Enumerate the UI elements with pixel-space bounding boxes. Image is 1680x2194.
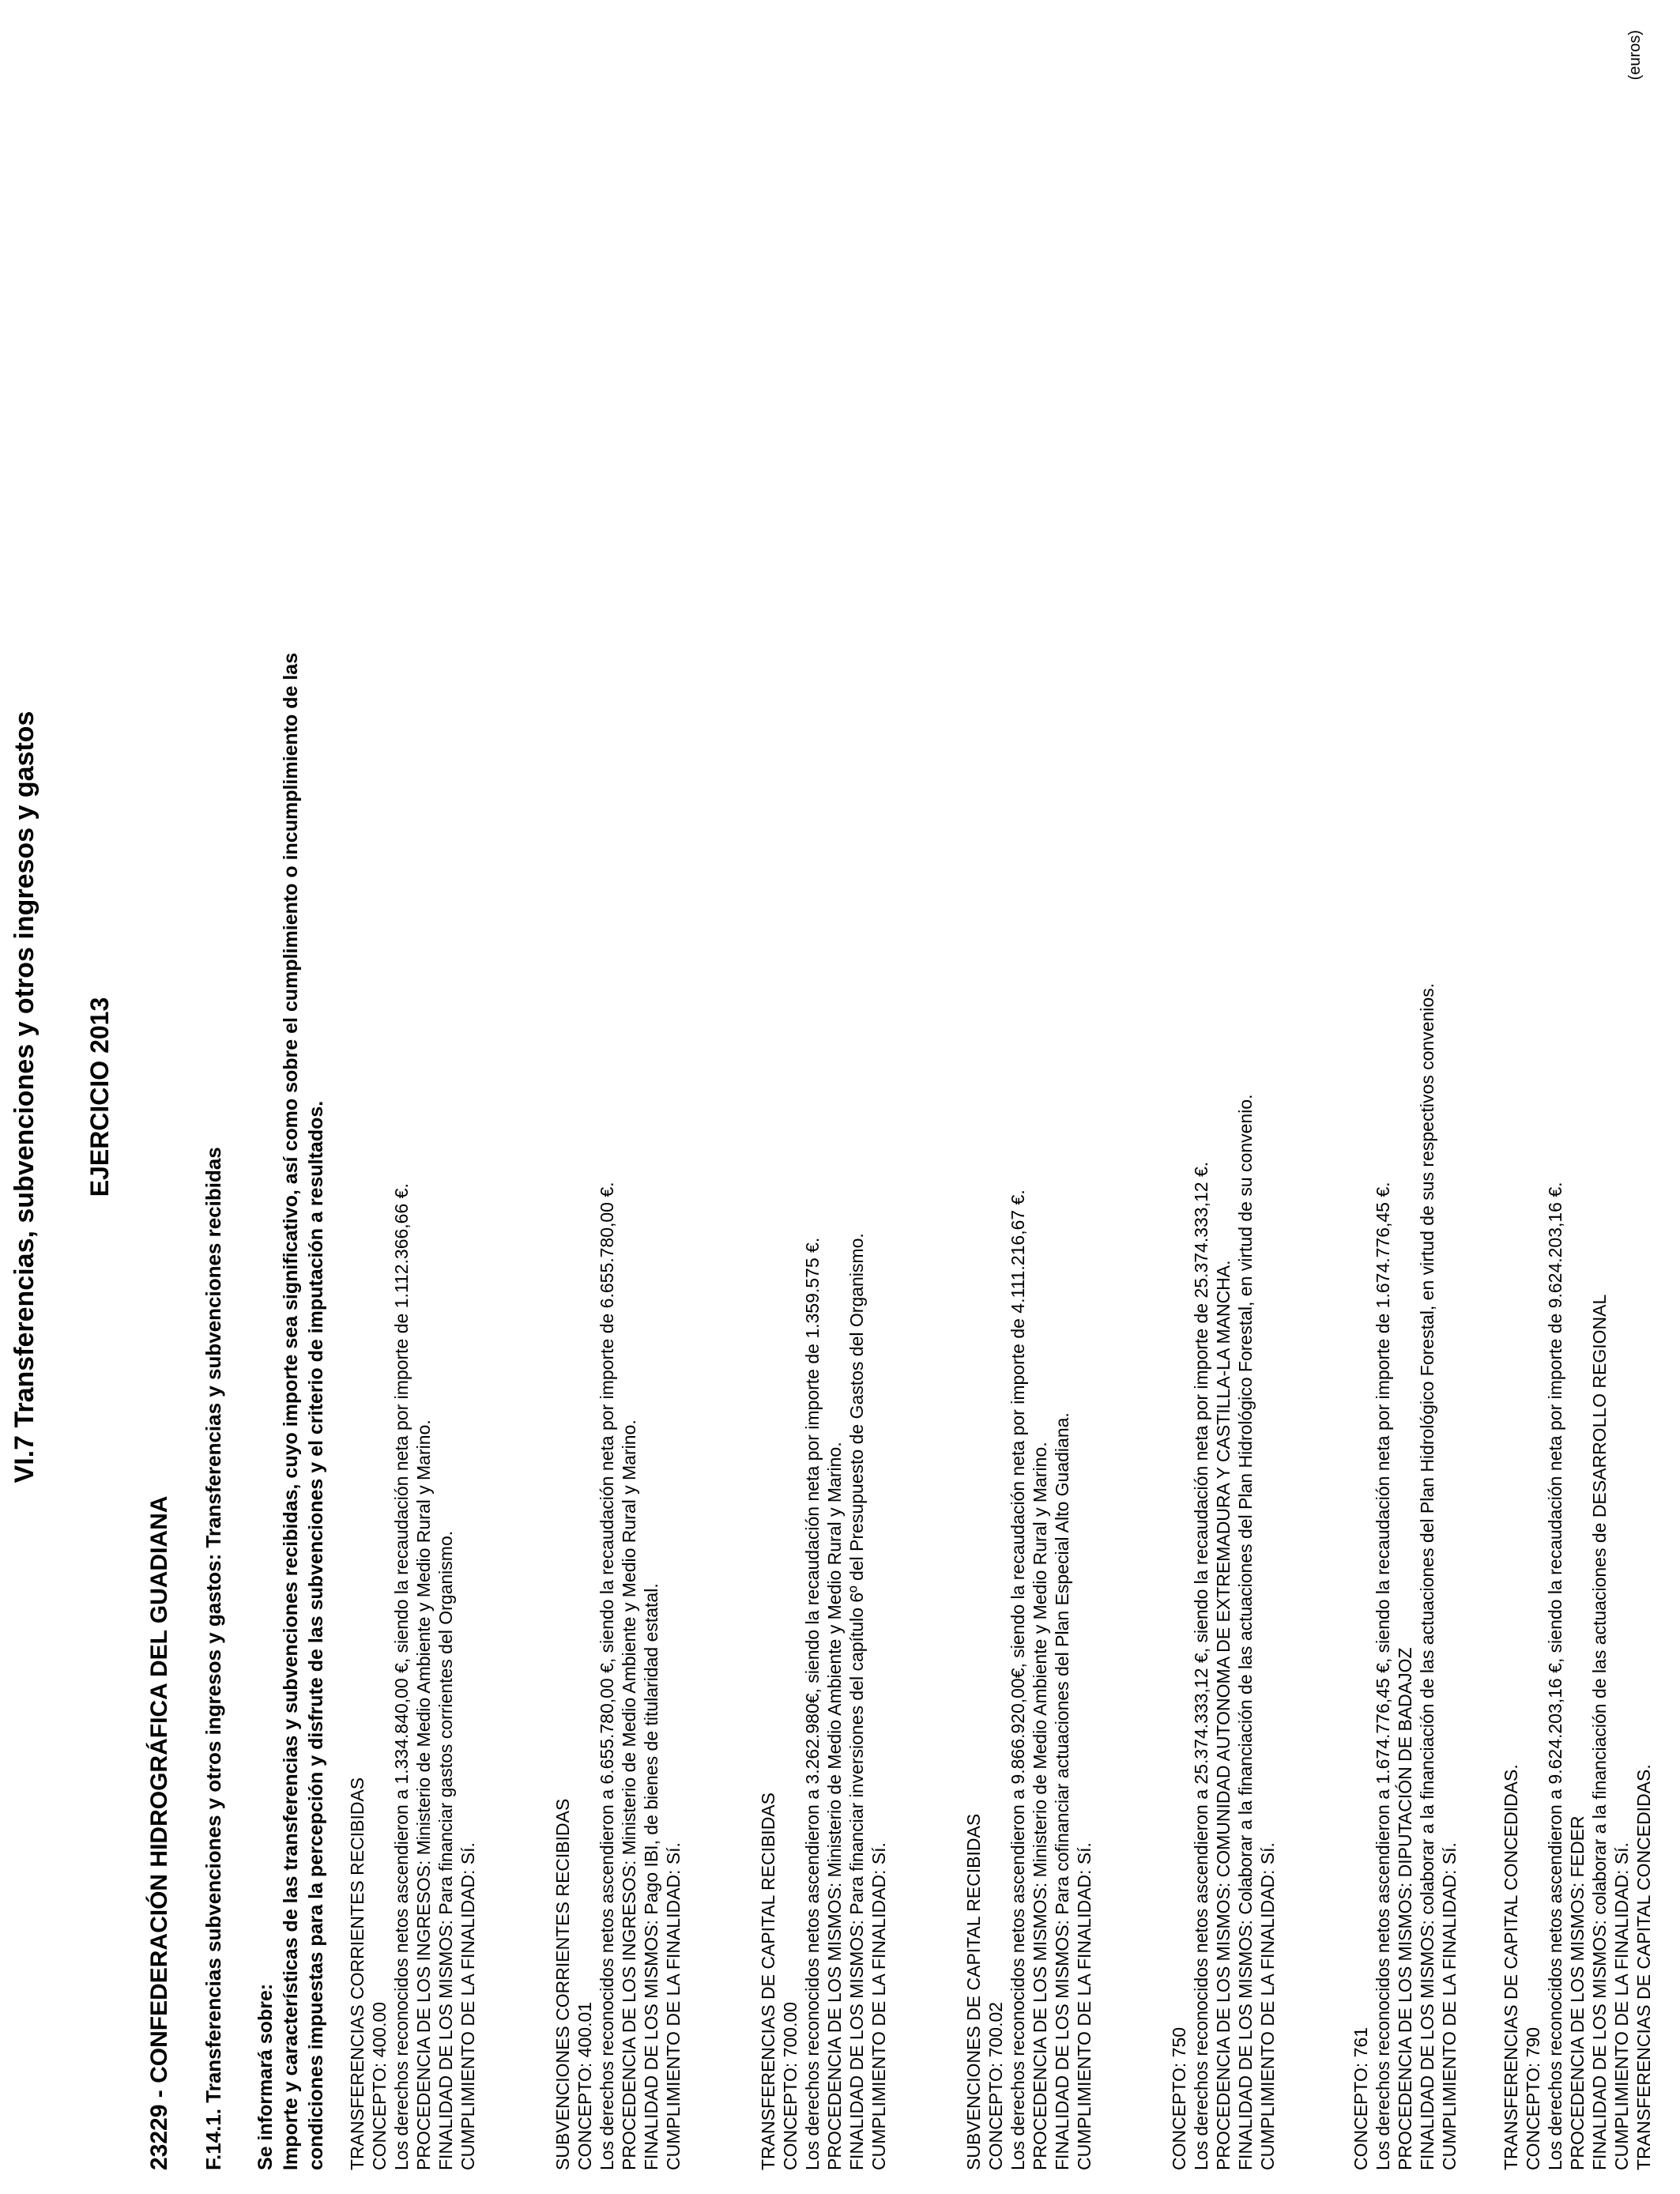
group-line: Los derechos reconocidos netos ascendieron a 6.655.780,00 €, siendo la recaudación neta por importe de 6.655.780,00 €. [597, 1182, 617, 2170]
group-line: PROCEDENCIA DE LOS MISMOS: FEDER [1567, 1815, 1588, 2170]
transfer-group-790 [1500, 1182, 1655, 2170]
info-line: Importe y características de las transferencias y subvenciones recibidas, cuyo importe sea significativo, así como sobre el cumplimiento o incumplimiento de las [280, 652, 302, 2170]
transfer-group-750 [1168, 1095, 1279, 2171]
group-line: TRANSFERENCIAS DE CAPITAL RECIBIDAS [758, 1793, 778, 2170]
group-line: TRANSFERENCIAS DE CAPITAL CONCEDIDAS. [1501, 1764, 1521, 2170]
group-line: CUMPLIMIENTO DE LA FINALIDAD: Sí. [663, 1842, 684, 2170]
group-line: CUMPLIMIENTO DE LA FINALIDAD: Sí. [458, 1842, 478, 2170]
group-line: CONCEPTO: 400.00 [369, 2001, 390, 2170]
group-line: CONCEPTO: 400.01 [574, 2001, 595, 2170]
group-line: PROCEDENCIA DE LOS INGRESOS: Ministerio de Medio Ambiente y Medio Rural y Marino. [619, 1419, 639, 2170]
group-line: FINALIDAD DE LOS MISMOS: Para financiar inversiones del capítulo 6º del Presupuesto de Gastos del Organismo. [846, 1233, 867, 2170]
group-line: Los derechos reconocidos netos ascendieron a 1.334.840,00 €, siendo la recaudación neta por importe de 1.112.366,66 €. [391, 1183, 412, 2170]
group-line: CUMPLIMIENTO DE LA FINALIDAD: Sí. [1257, 1842, 1278, 2170]
group-line: CONCEPTO: 790 [1523, 2026, 1543, 2170]
group-line: PROCEDENCIA DE LOS MISMOS: Ministerio de Medio Ambiente y Medio Rural y Marino. [1030, 1442, 1050, 2170]
info-paragraph [253, 653, 329, 2170]
group-line: Los derechos reconocidos netos ascendieron a 25.374.333,12 €, siendo la recaudación neta por importe de 25.374.333,12 €. [1191, 1161, 1211, 2170]
group-line: SUBVENCIONES CORRIENTES RECIBIDAS [552, 1798, 573, 2170]
group-line: PROCEDENCIA DE LOS MISMOS: COMUNIDAD AUTONOMA DE EXTREMADURA Y CASTILLA-LA MANCHA. [1213, 1260, 1234, 2170]
group-line: CUMPLIMIENTO DE LA FINALIDAD: Sí. [868, 1842, 889, 2170]
group-line: PROCEDENCIA DE LOS MISMOS: Ministerio de Medio Ambiente y Medio Rural y Marino. [824, 1442, 845, 2170]
group-line: CONCEPTO: 761 [1350, 2026, 1371, 2170]
info-line: Se informará sobre: [254, 1983, 277, 2170]
group-line: FINALIDAD DE LOS MISMOS: colaborar a la financiación de las actuaciones de DESARROLLO REGIONAL [1589, 1294, 1610, 2170]
transfer-group-400-01 [552, 1182, 684, 2170]
group-line: Los derechos reconocidos netos ascendieron a 9.866.920,00€, siendo la recaudación neta por importe de 4.111.216,67 €. [1008, 1189, 1028, 2170]
group-line: FINALIDAD DE LOS MISMOS: Colaborar a la financiación de las actuaciones del Plan Hidrológico Forestal, en virtud de su convenio. [1235, 1094, 1256, 2170]
group-line: PROCEDENCIA DE LOS INGRESOS: Ministerio de Medio Ambiente y Medio Rural y Marino. [413, 1419, 434, 2170]
group-line: TRANSFERENCIAS CORRIENTES RECIBIDAS [347, 1777, 367, 2170]
info-line: condiciones impuestas para la percepción y disfrute de las subvenciones y el criterio de imputación a resultados. [305, 1100, 327, 2170]
page-title: VI.7 Transferencias, subvenciones y otros ingresos y gastos [9, 711, 40, 1483]
transfer-group-761 [1350, 983, 1460, 2170]
currency-note: (euros) [1626, 30, 1644, 81]
group-line: CONCEPTO: 700.02 [985, 2001, 1006, 2170]
group-line: CUMPLIMIENTO DE LA FINALIDAD: Sí. [1439, 1842, 1460, 2170]
group-line: FINALIDAD DE LOS MISMOS: Para financiar gastos corrientes del Organismo. [435, 1530, 456, 2170]
group-line: SUBVENCIONES DE CAPITAL RECIBIDAS [963, 1813, 984, 2170]
group-line: CUMPLIMIENTO DE LA FINALIDAD: Sí. [1611, 1842, 1632, 2170]
group-line: FINALIDAD DE LOS MISMOS: Para cofinanciar actuaciones del Plan Especial Alto Guadiana. [1052, 1412, 1072, 2170]
group-line: CUMPLIMIENTO DE LA FINALIDAD: Sí. [1074, 1842, 1094, 2170]
entity-heading: 23229 - CONFEDERACIÓN HIDROGRÁFICA DEL GUADIANA [146, 1495, 172, 2170]
group-line: FINALIDAD DE LOS MISMOS: colaborar a la financiación de las actuaciones del Plan Hidrológico Forestal, en virtud de sus respectivos convenios. [1417, 982, 1437, 2170]
transfer-group-700-02 [962, 1189, 1095, 2170]
group-line: TRANSFERENCIAS DE CAPITAL CONCEDIDAS. [1633, 1764, 1654, 2170]
group-line: FINALIDAD DE LOS MISMOS: Pago IBI, de bienes de titularidad estatal. [641, 1583, 661, 2170]
group-line: CONCEPTO: 750 [1169, 2026, 1189, 2170]
group-line: Los derechos reconocidos netos ascendieron a 3.262.980€, siendo la recaudación neta por importe de 1.359.575 €. [802, 1237, 823, 2170]
group-line: Los derechos reconocidos netos ascendieron a 1.674.776,45 €, siendo la recaudación neta por importe de 1.674.776,45 €. [1373, 1182, 1393, 2170]
group-line: PROCEDENCIA DE LOS MISMOS: DIPUTACIÓN DE BADAJOZ [1395, 1647, 1415, 2170]
transfer-group-400-00 [346, 1183, 479, 2170]
exercise-year: EJERCICIO 2013 [85, 997, 114, 1197]
section-heading: F.14.1. Transferencias subvenciones y otros ingresos y gastos: Transferencias y subvenciones recibidas [202, 1147, 225, 2170]
group-line: CONCEPTO: 700.00 [780, 2001, 800, 2170]
group-line: Los derechos reconocidos netos ascendieron a 9.624.203,16 €, siendo la recaudación neta por importe de 9.624.203,16 €. [1545, 1182, 1565, 2170]
transfer-group-700-00 [757, 1233, 890, 2170]
